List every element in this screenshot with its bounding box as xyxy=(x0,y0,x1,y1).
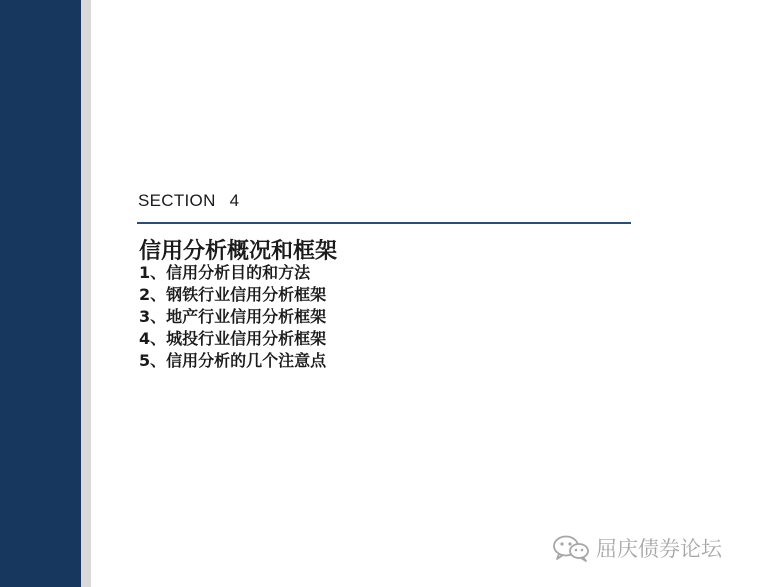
section-number: 4 xyxy=(229,191,240,210)
agenda-item: 1、信用分析目的和方法 xyxy=(139,263,311,282)
agenda-item: 5、信用分析的几个注意点 xyxy=(139,351,327,370)
section-label xyxy=(138,191,239,211)
wechat-icon xyxy=(552,534,590,562)
agenda-item: 2、钢铁行业信用分析框架 xyxy=(139,285,327,304)
watermark xyxy=(552,533,722,563)
section-word: SECTION xyxy=(138,191,216,210)
agenda-item: 3、地产行业信用分析框架 xyxy=(139,307,327,326)
section-divider xyxy=(137,222,631,224)
section-title: 信用分析概况和框架 xyxy=(139,239,338,264)
agenda-item: 4、城投行业信用分析框架 xyxy=(139,329,327,348)
left-gray-band xyxy=(81,0,91,587)
left-navy-band xyxy=(0,0,81,587)
agenda-list xyxy=(139,262,326,372)
watermark-text: 屈庆债券论坛 xyxy=(596,537,722,561)
